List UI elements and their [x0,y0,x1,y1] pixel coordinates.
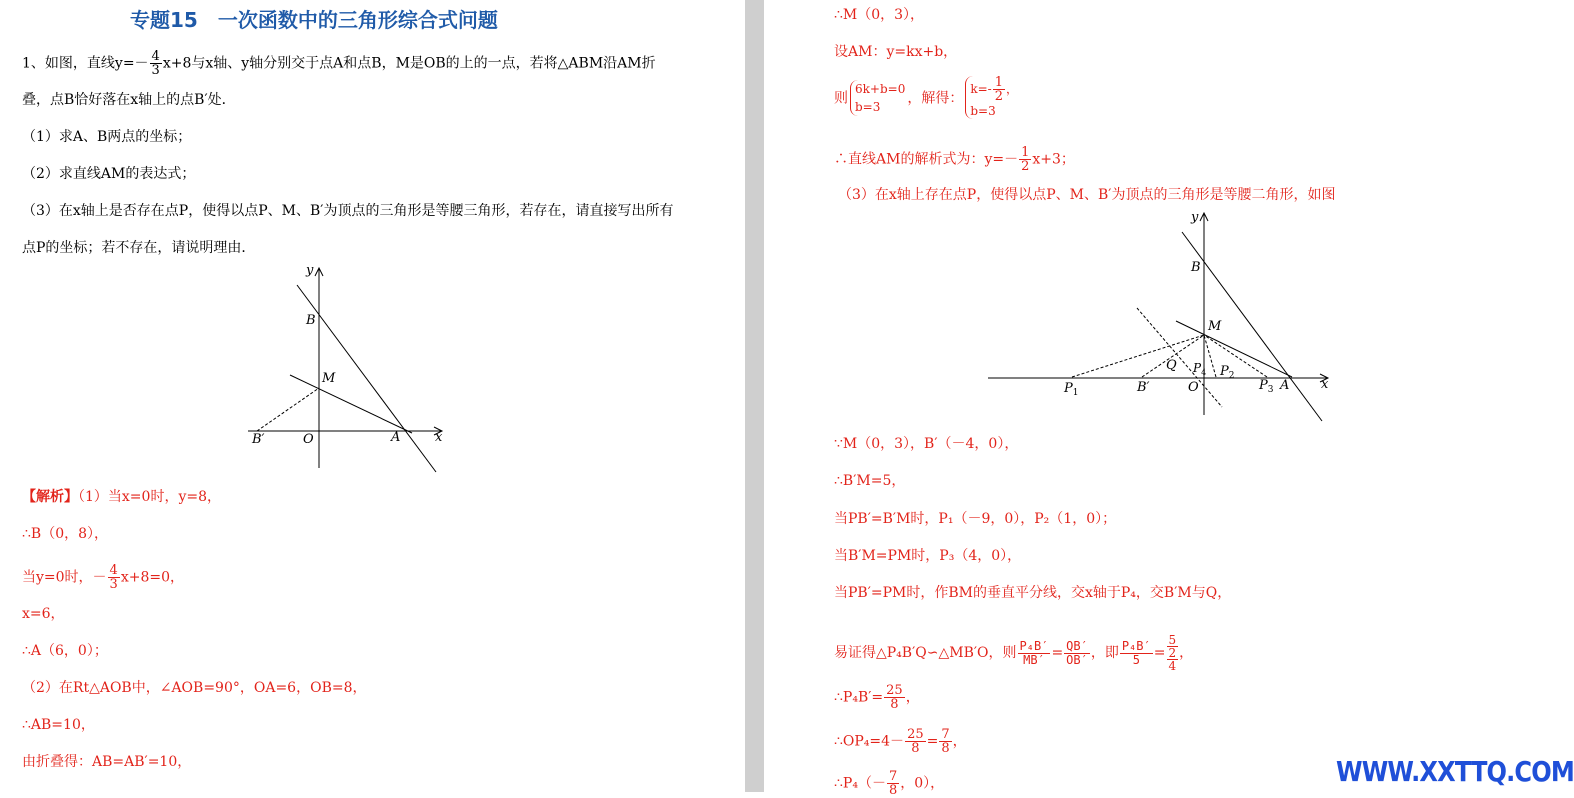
problem-line-1 [22,50,656,77]
fraction [887,770,899,797]
denominator: 8 [888,783,898,798]
left-page [0,0,745,792]
label-letter: P [1064,381,1073,396]
label-letter: P [1220,364,1229,379]
equals: = [1051,645,1064,661]
label-subscript: 3 [1267,385,1274,395]
denominator: 3 [151,63,160,78]
denominator: OB′ [1066,652,1088,667]
page-title: 专题15 一次函数中的三角形综合式问题 [130,8,498,32]
line-AM [290,375,412,433]
right-line-8: 当PB′=B′M时，P₁（－9，0），P₂（1，0）； [834,511,1117,527]
solution-text: 易证得△P₄B′Q∽△MB′O，则 [834,645,1017,661]
solution-line-8: 由折叠得：AB=AB′=10， [22,754,192,770]
compound-numerator [1167,634,1179,660]
inner-denominator: 2 [1168,646,1177,660]
compound-fraction [1167,634,1179,672]
right-line-13 [834,728,967,755]
label-letter: P [1193,361,1202,375]
right-line-14 [834,770,944,797]
right-line-3 [834,76,1020,119]
denominator: 8 [911,741,920,756]
solution-text: ∴P₄B′= [834,689,884,706]
solution-text: x+3； [1032,151,1075,168]
right-line-7: ∴B′M=5， [834,473,906,489]
solution-line-2: ∴B（0，8）， [22,526,109,542]
solution-system [965,76,1018,119]
line-AB [297,285,436,472]
label-x: x [435,430,443,445]
denominator: 2 [994,89,1004,104]
right-line-1: ∴M（0，3）， [834,7,925,23]
right-line-10: 当PB′=PM时，作BM的垂直平分线，交x轴于P₄，交B′M与Q， [834,585,1232,601]
question-3b: 点P的坐标；若不存在，请说明理由． [22,240,256,256]
figure-1 [240,258,460,480]
fraction [939,728,951,755]
analysis-tag: 【解析】 [22,489,78,505]
solution-text: ∴P₄（－ [834,775,886,792]
figure-2 [982,205,1334,425]
fraction [1120,640,1153,667]
solution-text: 当y=0时，－ [22,569,107,586]
solution-line-5: ∴A（6，0）； [22,643,108,659]
numerator: 4 [151,49,160,64]
numerator: P₄B′ [1019,638,1049,653]
numerator: 4 [109,563,118,578]
fraction [884,684,905,711]
comma: ， [952,733,967,750]
label-x: x [1321,377,1329,392]
equation-system [850,80,905,116]
right-line-4 [834,146,1075,173]
solution-line-7: ∴AB=10， [22,717,95,733]
denominator: 4 [1168,659,1177,673]
right-line-2: 设AM：y=kx+b， [834,44,958,60]
right-line-6: ∵M（0，3），B′（－4，0）， [834,436,1019,452]
solution-text: x+8=0， [120,569,184,586]
right-line-5: （3）在x轴上存在点P，使得以点P、M、B′为顶点的三角形是等腰二角形，如图 [838,187,1336,203]
comma: ， [1006,82,1019,96]
fraction [993,76,1005,103]
right-line-9: 当B′M=PM时，P₃（4，0）， [834,548,1022,564]
fraction [150,50,162,77]
problem-line-2: 叠，点B恰好落在x轴上的点B′处． [22,92,236,108]
numerator: 25 [907,727,924,742]
numerator: 1 [994,75,1004,90]
label-M: M [1208,319,1222,334]
label-P3 [1258,378,1274,395]
fraction [1019,146,1031,173]
numerator: 7 [941,727,950,742]
solution-text: ∴OP₄=4－ [834,733,905,750]
comma: ， [1179,645,1194,661]
right-line-11 [834,634,1193,672]
label-P2 [1219,364,1234,381]
fraction [905,728,926,755]
label-A: A [391,430,401,445]
equation: k=- [970,82,992,96]
label-M: M [322,371,336,386]
label-O: O [303,432,314,447]
fraction [1064,640,1090,667]
label-Bprime: B′ [252,432,265,447]
solution-text: 则 [834,90,848,107]
numerator: P₄B′ [1121,638,1151,653]
label-y: y [1191,210,1199,225]
denominator: MB′ [1023,652,1045,667]
label-B: B [306,313,316,328]
numerator: 1 [1021,145,1030,160]
solution-line-1 [22,488,221,506]
fraction [1018,640,1051,667]
equation: b=3 [970,104,996,118]
denominator: 2 [1021,159,1030,174]
question-2: （2）求直线AM的表达式； [22,166,196,182]
solution-text: （1）当x=0时，y=8， [78,489,221,505]
denominator: 8 [941,741,950,756]
question-1: （1）求A、B两点的坐标； [22,129,192,145]
line-AB [1182,232,1322,421]
equals: = [926,733,939,750]
solution-line-3 [22,564,184,591]
problem-text: 1、如图，直线y=－ [22,55,149,72]
label-letter: P [1259,378,1268,393]
comma: ， [905,689,920,706]
label-B: B [1191,260,1201,275]
k-solution [970,76,1018,103]
numerator: QB′ [1066,638,1088,653]
label-P1 [1063,381,1078,398]
dashed-P3M [1204,335,1267,377]
equation: b=3 [855,99,881,114]
label-Bprime: B′ [1137,380,1150,395]
fraction [108,564,120,591]
label-y: y [306,263,314,278]
label-subscript: 4 [1201,368,1207,377]
problem-text: x+8与x轴、y轴分别交于点A和点B，M是OB的上的一点，若将△ABM沿AM折 [162,55,656,72]
denominator: 3 [109,577,118,592]
page-gutter [745,0,764,792]
dashed-P1M [1072,335,1207,377]
inner-numerator: 5 [1168,633,1177,647]
dashed-BpM [257,388,319,431]
solution-line-6: （2）在Rt△AOB中，∠AOB=90°，OA=6，OB=8， [22,680,367,696]
label-subscript: 1 [1072,388,1079,398]
solution-text: ，解得： [907,90,964,107]
label-subscript: 2 [1228,371,1235,381]
right-page [764,0,1535,798]
solution-text: ，0）， [900,775,945,792]
question-3a: （3）在x轴上是否存在点P，使得以点P、M、B′为顶点的三角形是等腰三角形，若存在，请直接写出所有 [22,203,674,219]
numerator: 7 [888,769,898,784]
equation: 6k+b=0 [855,81,906,96]
solution-line-4: x=6， [22,606,65,622]
denominator: 8 [890,697,899,712]
right-line-12 [834,684,920,711]
watermark: WWW.XXTTQ.COM [1336,755,1574,788]
equals: = [1153,645,1166,661]
numerator: 25 [886,683,903,698]
label-A: A [1280,378,1290,393]
solution-text: ∴直线AM的解析式为：y=－ [834,151,1019,168]
denominator: 5 [1132,652,1140,667]
solution-text: ，即 [1090,645,1119,661]
label-O: O [1188,380,1199,395]
label-Q: Q [1166,358,1177,373]
